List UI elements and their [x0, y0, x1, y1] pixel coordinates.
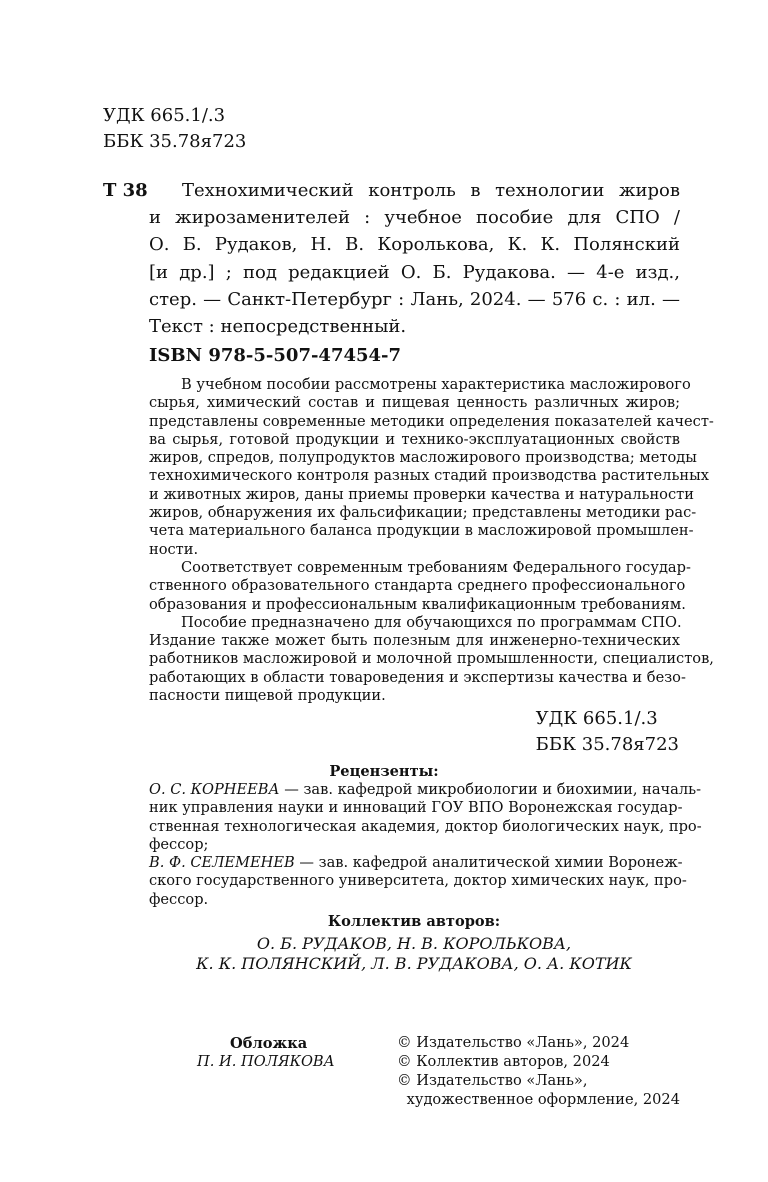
reviewer-line: фессор. — [149, 890, 209, 908]
biblio-line: О. Б. Рудаков, Н. В. Королькова, К. К. Полянский — [149, 234, 680, 256]
copyright-line: © Издательство «Лань», 2024 — [397, 1034, 630, 1051]
annotation-line: жиров, спредов, полупродуктов масложирового производства; методы — [149, 449, 697, 467]
annotation-line: ности. — [149, 540, 199, 558]
annotation-line: работников масложировой и молочной промышленности, специалистов, — [149, 650, 714, 668]
annotation-line: пасности пищевой продукции. — [149, 687, 386, 705]
annotation — [149, 376, 714, 705]
reviewer-line: ник управления науки и инноваций ГОУ ВПО Воронежская государ- — [149, 799, 683, 817]
annotation-line: Пособие предназначено для обучающихся по программам СПО. — [181, 613, 682, 631]
bbk-code: ББК 35.78я723 — [103, 131, 247, 152]
reviewers-list — [149, 781, 702, 909]
udk-code: УДК 665.1/.3 — [103, 105, 226, 126]
biblio-line: и жирозаменителей : учебное пособие для СПО / — [149, 207, 680, 229]
reviewer-line: фессор; — [149, 835, 209, 853]
reviewer-line: В. Ф. СЕЛЕМЕНЕВ — зав. кафедрой аналитической химии Воронеж- — [149, 854, 683, 872]
bbk-code: ББК 35.78я723 — [535, 734, 679, 755]
authors-line: К. К. ПОЛЯНСКИЙ, Л. В. РУДАКОВА, О. А. КОТИК — [196, 954, 632, 973]
annotation-line: чета материального баланса продукции в масложировой промышлен- — [149, 522, 694, 540]
bibliographic-record — [149, 177, 680, 340]
biblio-line: [и др.] ; под редакцией О. Б. Рудакова. — 4-е изд., — [149, 261, 680, 283]
biblio-line: стер. — Санкт-Петербург : Лань, 2024. — 576 с. : ил. — — [149, 288, 680, 310]
annotation-line: технохимического контроля разных стадий производства растительных — [149, 467, 709, 485]
annotation-line: Издание также может быть полезным для инженерно-технических — [149, 632, 680, 650]
annotation-line: В учебном пособии рассмотрены характеристика масложирового — [181, 376, 691, 393]
authors-title: Коллектив авторов: — [327, 913, 501, 930]
annotation-line: Соответствует современным требованиям Федерального государ- — [181, 558, 691, 576]
annotation-line: работающих в области товароведения и экспертизы качества и безо- — [149, 668, 686, 686]
annotation-line: жиров, обнаружения их фальсификации; представлены методики рас- — [149, 504, 697, 522]
biblio-line: Технохимический контроль в технологии жиров — [182, 180, 680, 201]
reviewer-line: ственная технологическая академия, доктор биологических наук, про- — [149, 817, 702, 835]
classification-block-repeat — [536, 706, 679, 758]
annotation-line: представлены современные методики определения показателей качест- — [149, 412, 714, 430]
annotation-line: образования и профессиональным квалификационным требованиям. — [149, 595, 686, 613]
reviewer-line: ского государственного университета, доктор химических наук, про- — [149, 872, 687, 890]
author-mark: Т 38 — [103, 180, 148, 201]
copyright-line: © Коллектив авторов, 2024 — [397, 1053, 610, 1070]
copyright-line: © Издательство «Лань», — [397, 1072, 588, 1089]
classification-block — [103, 103, 246, 155]
annotation-line: сырья, химический состав и пищевая ценность различных жиров; — [149, 394, 680, 412]
cover-designer: П. И. ПОЛЯКОВА — [197, 1053, 335, 1070]
annotation-line: ва сырья, готовой продукции и технико-эксплуатационных свойств — [149, 430, 680, 448]
reviewer-line: О. С. КОРНЕЕВА — зав. кафедрой микробиологии и биохимии, началь- — [149, 781, 702, 798]
biblio-line: Текст : непосредственный. — [149, 316, 407, 338]
annotation-line: и животных жиров, даны приемы проверки качества и натуральности — [149, 485, 694, 503]
reviewer-name: О. С. КОРНЕЕВА — [149, 781, 280, 798]
authors-line: О. Б. РУДАКОВ, Н. В. КОРОЛЬКОВА, — [256, 934, 572, 953]
reviewers-title: Рецензенты: — [329, 763, 439, 780]
annotation-line: ственного образовательного стандарта среднего профессионального — [149, 577, 686, 595]
authors-list — [0, 934, 768, 974]
cover-title: Обложка — [230, 1035, 308, 1052]
copyright-line: художественное оформление, 2024 — [406, 1091, 680, 1108]
udk-code: УДК 665.1/.3 — [535, 708, 658, 729]
reviewer-name: В. Ф. СЕЛЕМЕНЕВ — [149, 854, 295, 872]
isbn: ISBN 978-5-507-47454-7 — [149, 345, 402, 366]
copyright-block — [397, 1033, 680, 1109]
